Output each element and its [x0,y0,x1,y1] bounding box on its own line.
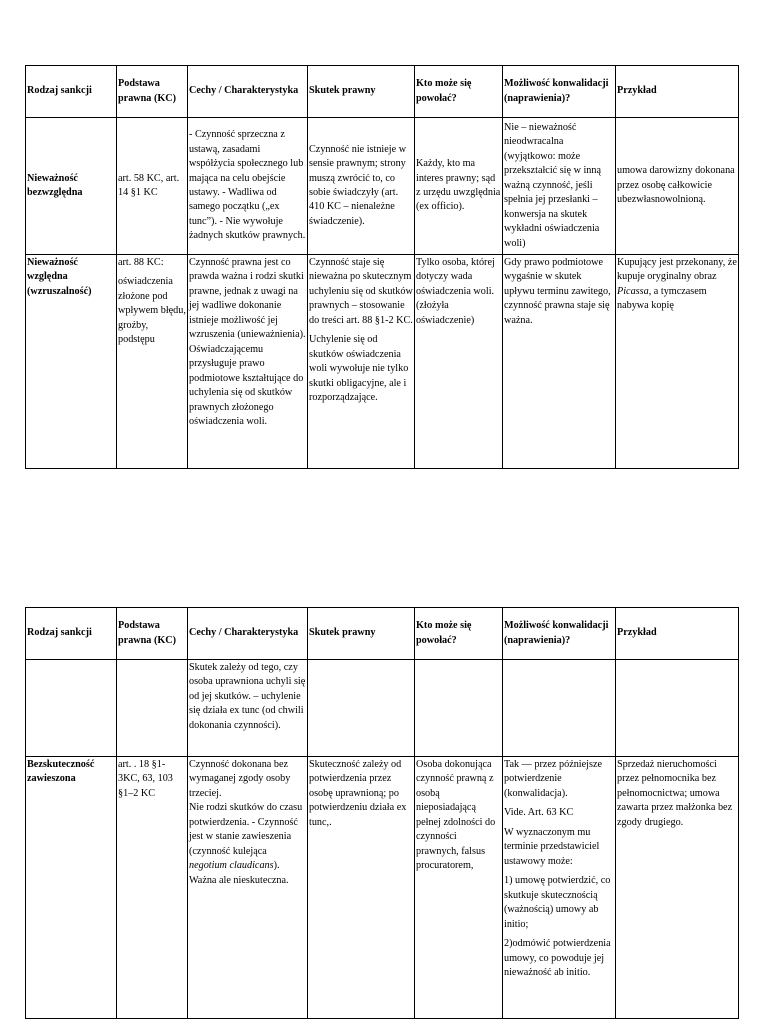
header-who-can-invoke: Kto może się powołać? [415,66,503,118]
row-legal-basis [117,118,188,255]
cell-text: Osoba dokonująca czynność prawną z osobą nieposiadającą pełnej zdolności do czynności prawnych, falsus procuratorem, [416,759,496,872]
row-legal-effect [308,757,415,1019]
example-italic-text: Picassa [617,285,649,297]
header-legal-effect: Skutek prawny [308,66,415,118]
row-legal-basis [117,255,188,469]
features-text: Ważna ale nieskuteczna. [189,874,289,886]
example-text: , a tymczasem nabywa kopię [617,285,707,312]
header-legal-basis: Podstawa prawna (KC) [117,66,188,118]
header-features: Cechy / Charakterystyka [188,608,308,660]
table-header-row [26,608,739,660]
cell-text: Każdy, kto ma interes prawny; sąd z urzędu uwzględnia (ex officio). [416,158,501,213]
row-features [188,255,308,469]
sanctions-table-1 [25,65,739,469]
cell-text: art. . 18 §1-3KC, 63, 103 §1–2 KC [118,759,173,799]
cell-text: 1) umowę potwierdzić, co skutkuje skutecznością (ważnością) umowy ab initio; [504,875,611,930]
row-sanction-name: Bezskuteczność zawieszona [26,757,117,1019]
cell-text: W wyznaczonym mu terminie przedstawiciel ustawowy może: [504,826,600,867]
row-features [188,118,308,255]
row-convalidation [503,660,616,757]
cell-text: oświadczenia złożone pod wpływem błędu, groźby, podstępu [118,276,186,346]
row-example [616,757,739,1019]
cell-text [189,758,306,888]
row-sanction-name: Nieważność bezwzględna [26,118,117,255]
cell-text: Skuteczność zależy od potwierdzenia przez osobę uprawnioną; po potwierdzeniu działa ex tunc,. [309,759,407,828]
cell-text: Tak — przez późniejsze potwierdzenie (konwalidacja). [504,759,602,799]
row-convalidation [503,255,616,469]
header-convalidation: Możliwość konwalidacji (naprawienia)? [503,66,616,118]
cell-text: Czynność nie istnieje w sensie prawnym; strony muszą zwrócić to, co sobie świadczyły (art. 410 KC – nienależne świadczenie). [309,143,407,227]
table-row-continued [26,660,739,757]
header-features: Cechy / Charakterystyka [188,66,308,118]
cell-text: Nie – nieważność nieodwracalna (wyjątkowo: może przekształcić się w inną ważną czynność, jeśli spełnia jej przesłanki – konwersja na skutek wykładni oświadczenia woli) [504,121,602,249]
row-sanction-name: Nieważność względna (wzruszalność) [26,255,117,469]
header-example: Przykład [616,66,739,118]
row-legal-effect [308,118,415,255]
features-text: Nie rodzi skutków do czasu potwierdzenia. - Czynność jest w stanie zawieszenia (czynność kulejąca [189,802,303,857]
row-sanction-name [26,660,117,757]
table-row [26,118,739,255]
cell-text: Skutek zależy od tego, czy osoba uprawniona uchyli się od jej skutków. – uchylenie się działa ex tunc (od chwili dokonania czynności). [189,662,306,731]
row-legal-basis [117,660,188,757]
example-text: Kupujący jest przekonany, że kupuje oryginalny obraz [617,257,737,283]
cell-text: Vide. Art. 63 KC [504,807,574,819]
row-who-can-invoke [415,757,503,1019]
row-example [616,255,739,469]
row-legal-effect [308,255,415,469]
row-who-can-invoke [415,118,503,255]
features-text: ). [273,860,280,872]
sanctions-table-2 [25,607,739,1019]
cell-text: - Czynność sprzeczna z ustawą, zasadami współżycia społecznego lub mająca na celu obejście ustawy. - Wadliwa od samego początku („ex tunc”). - Nie wywołuje żadnych skutków prawnych. [189,129,306,242]
header-convalidation: Możliwość konwalidacji (naprawienia)? [503,608,616,660]
row-convalidation [503,118,616,255]
header-sanction-type: Rodzaj sankcji [26,608,117,660]
cell-text [617,256,737,314]
features-italic-text: negotium claudicans [189,860,274,872]
cell-text: Czynność staje się nieważna po skutecznym uchyleniu się od skutków prawnych – stosowanie do treści art. 88 §1-2 KC. [309,257,413,326]
cell-text: Sprzedaż nieruchomości przez pełnomocnika bez pełnomocnictwa; umowa zawarta przez małżonka bez zgody drugiego. [617,759,733,828]
row-legal-effect [308,660,415,757]
row-example [616,660,739,757]
row-features [188,757,308,1019]
header-example: Przykład [616,608,739,660]
table-row [26,757,739,1019]
header-sanction-type: Rodzaj sankcji [26,66,117,118]
cell-text: Tylko osoba, której dotyczy wada oświadczenia woli. (złożyła oświadczenie) [416,257,495,326]
row-who-can-invoke [415,660,503,757]
header-who-can-invoke: Kto może się powołać? [415,608,503,660]
cell-text: 2)odmówić potwierdzenia umowy, co powoduje jej nieważność ab initio. [504,938,611,979]
features-text: Czynność dokonana bez wymaganej zgody osoby trzeciej. [189,759,291,799]
cell-text: Czynność prawna jest co prawda ważna i rodzi skutki prawne, jednak z uwagi na jej wadliwe dokonanie istnieje możliwość jej wzruszenia (unieważnienia). Oświadczającemu przysługuje prawo podmiotowe kształtujące do uchylenia się od skutków prawnych złożonego oświadczenia woli. [189,257,306,428]
cell-text: art. 58 KC, art. 14 §1 KC [118,172,180,198]
row-convalidation [503,757,616,1019]
row-features [188,660,308,757]
row-who-can-invoke [415,255,503,469]
header-legal-basis: Podstawa prawna (KC) [117,608,188,660]
cell-text: Gdy prawo podmiotowe wygaśnie w skutek upływu terminu zawitego, czynność prawna staje się ważna. [504,257,611,326]
row-example [616,118,739,255]
header-legal-effect: Skutek prawny [308,608,415,660]
row-legal-basis [117,757,188,1019]
cell-text: art. 88 KC: [118,257,164,268]
cell-text: Uchylenie się od skutków oświadczenia woli wywołuje nie tylko skutki obligacyjne, ale i rozporządzające. [309,334,409,404]
table-header-row [26,66,739,118]
cell-text: umowa darowizny dokonana przez osobę całkowicie ubezwłasnowolnioną. [617,165,735,206]
table-row [26,255,739,469]
